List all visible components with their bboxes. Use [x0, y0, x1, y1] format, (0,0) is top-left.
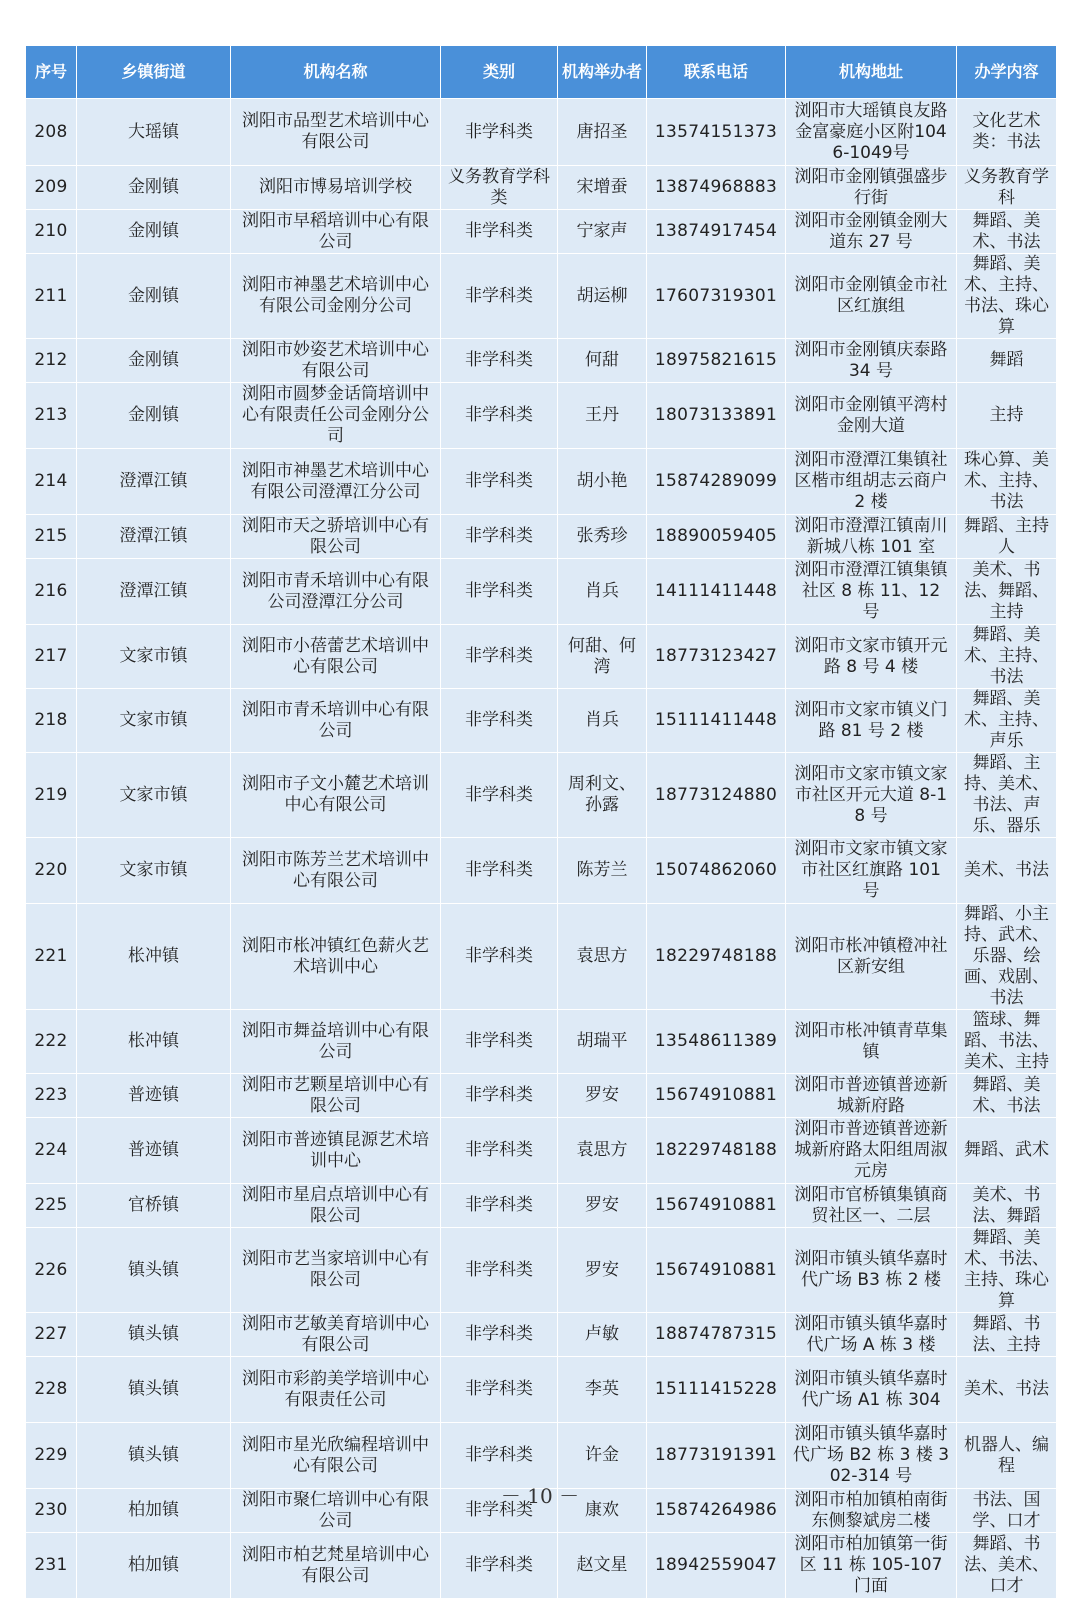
- cell-town: 金刚镇: [77, 166, 231, 210]
- cell-category: 非学科类: [441, 383, 558, 449]
- cell-organizer: 何甜: [558, 339, 647, 383]
- table-row: [26, 1228, 1057, 1313]
- table-row: [26, 254, 1057, 339]
- cell-category: 非学科类: [441, 559, 558, 625]
- cell-phone: 13874968883: [647, 166, 786, 210]
- cell-org-name: 浏阳市子文小麓艺术培训中心有限公司: [231, 753, 441, 838]
- cell-address: 浏阳市普迹镇普迹新城新府路: [786, 1074, 957, 1118]
- cell-content: 义务教育学科: [957, 166, 1057, 210]
- table-body: [26, 99, 1057, 1599]
- cell-content: 美术、书法: [957, 1357, 1057, 1423]
- cell-town: 普迹镇: [77, 1118, 231, 1184]
- cell-index: 226: [26, 1228, 77, 1313]
- cell-category: 非学科类: [441, 1313, 558, 1357]
- table-row: [26, 1010, 1057, 1074]
- table-row: [26, 1118, 1057, 1184]
- cell-category: 非学科类: [441, 1357, 558, 1423]
- cell-town: 文家市镇: [77, 689, 231, 753]
- cell-phone: 15111411448: [647, 689, 786, 753]
- cell-phone: 15874289099: [647, 449, 786, 515]
- col-header-index: 序号: [26, 46, 77, 99]
- cell-content: 舞蹈、书法、主持: [957, 1313, 1057, 1357]
- cell-category: 非学科类: [441, 339, 558, 383]
- cell-index: 230: [26, 1489, 77, 1533]
- cell-index: 210: [26, 210, 77, 254]
- cell-index: 225: [26, 1184, 77, 1228]
- table-row: [26, 210, 1057, 254]
- cell-phone: 15674910881: [647, 1228, 786, 1313]
- cell-town: 金刚镇: [77, 383, 231, 449]
- cell-index: 221: [26, 904, 77, 1010]
- cell-org-name: 浏阳市天之骄培训中心有限公司: [231, 515, 441, 559]
- cell-town: 枨冲镇: [77, 904, 231, 1010]
- cell-phone: 18874787315: [647, 1313, 786, 1357]
- cell-address: 浏阳市柏加镇第一街区 11 栋 105-107 门面: [786, 1533, 957, 1599]
- cell-index: 211: [26, 254, 77, 339]
- cell-org-name: 浏阳市小蓓蕾艺术培训中心有限公司: [231, 625, 441, 689]
- cell-organizer: 赵文星: [558, 1533, 647, 1599]
- cell-organizer: 许金: [558, 1423, 647, 1489]
- cell-phone: 18773123427: [647, 625, 786, 689]
- cell-organizer: 王丹: [558, 383, 647, 449]
- table-row: [26, 515, 1057, 559]
- cell-town: 镇头镇: [77, 1423, 231, 1489]
- cell-phone: 18773124880: [647, 753, 786, 838]
- cell-organizer: 康欢: [558, 1489, 647, 1533]
- cell-address: 浏阳市金刚镇平湾村金刚大道: [786, 383, 957, 449]
- cell-index: 215: [26, 515, 77, 559]
- cell-town: 澄潭江镇: [77, 515, 231, 559]
- cell-category: 非学科类: [441, 1423, 558, 1489]
- cell-address: 浏阳市文家市镇义门路 81 号 2 楼: [786, 689, 957, 753]
- cell-index: 222: [26, 1010, 77, 1074]
- cell-organizer: 胡瑞平: [558, 1010, 647, 1074]
- cell-town: 澄潭江镇: [77, 449, 231, 515]
- cell-phone: 18229748188: [647, 1118, 786, 1184]
- cell-org-name: 浏阳市博易培训学校: [231, 166, 441, 210]
- cell-address: 浏阳市澄潭江镇集镇社区 8 栋 11、12 号: [786, 559, 957, 625]
- cell-address: 浏阳市镇头镇华嘉时代广场 B3 栋 2 楼: [786, 1228, 957, 1313]
- cell-org-name: 浏阳市圆梦金话筒培训中心有限责任公司金刚分公司: [231, 383, 441, 449]
- cell-org-name: 浏阳市星启点培训中心有限公司: [231, 1184, 441, 1228]
- cell-index: 212: [26, 339, 77, 383]
- cell-category: 非学科类: [441, 1228, 558, 1313]
- cell-phone: 13548611389: [647, 1010, 786, 1074]
- cell-content: 篮球、舞蹈、书法、美术、主持: [957, 1010, 1057, 1074]
- cell-town: 镇头镇: [77, 1357, 231, 1423]
- cell-index: 220: [26, 838, 77, 904]
- cell-phone: 14111411448: [647, 559, 786, 625]
- col-header-content: 办学内容: [957, 46, 1057, 99]
- table-row: [26, 753, 1057, 838]
- cell-organizer: 何甜、何湾: [558, 625, 647, 689]
- cell-category: 非学科类: [441, 904, 558, 1010]
- cell-category: 非学科类: [441, 1533, 558, 1599]
- cell-content: 珠心算、美术、主持、书法: [957, 449, 1057, 515]
- cell-address: 浏阳市大瑶镇良友路金富豪庭小区附1046-1049号: [786, 99, 957, 166]
- cell-address: 浏阳市金刚镇强盛步行街: [786, 166, 957, 210]
- cell-town: 澄潭江镇: [77, 559, 231, 625]
- cell-organizer: 袁思方: [558, 904, 647, 1010]
- cell-address: 浏阳市镇头镇华嘉时代广场 A1 栋 304: [786, 1357, 957, 1423]
- cell-content: 舞蹈: [957, 339, 1057, 383]
- cell-phone: 17607319301: [647, 254, 786, 339]
- cell-category: 非学科类: [441, 515, 558, 559]
- cell-phone: 13874917454: [647, 210, 786, 254]
- cell-organizer: 罗安: [558, 1074, 647, 1118]
- cell-org-name: 浏阳市早稻培训中心有限公司: [231, 210, 441, 254]
- cell-org-name: 浏阳市妙姿艺术培训中心有限公司: [231, 339, 441, 383]
- cell-index: 229: [26, 1423, 77, 1489]
- cell-phone: 18073133891: [647, 383, 786, 449]
- table-row: [26, 166, 1057, 210]
- cell-content: 美术、书法: [957, 838, 1057, 904]
- cell-content: 舞蹈、美术、主持、书法: [957, 625, 1057, 689]
- cell-category: 非学科类: [441, 1489, 558, 1533]
- cell-org-name: 浏阳市舞益培训中心有限公司: [231, 1010, 441, 1074]
- cell-organizer: 袁思方: [558, 1118, 647, 1184]
- header-row: [26, 46, 1057, 99]
- cell-address: 浏阳市文家市镇文家市社区红旗路 101 号: [786, 838, 957, 904]
- table-row: [26, 1074, 1057, 1118]
- table-row: [26, 99, 1057, 166]
- table-row: [26, 449, 1057, 515]
- cell-town: 镇头镇: [77, 1228, 231, 1313]
- cell-category: 非学科类: [441, 210, 558, 254]
- cell-index: 228: [26, 1357, 77, 1423]
- cell-org-name: 浏阳市彩韵美学培训中心有限责任公司: [231, 1357, 441, 1423]
- cell-org-name: 浏阳市神墨艺术培训中心有限公司澄潭江分公司: [231, 449, 441, 515]
- cell-organizer: 李英: [558, 1357, 647, 1423]
- cell-phone: 15674910881: [647, 1074, 786, 1118]
- cell-org-name: 浏阳市艺当家培训中心有限公司: [231, 1228, 441, 1313]
- cell-address: 浏阳市镇头镇华嘉时代广场 B2 栋 3 楼 302-314 号: [786, 1423, 957, 1489]
- cell-index: 219: [26, 753, 77, 838]
- cell-content: 书法、国学、口才: [957, 1489, 1057, 1533]
- col-header-organizer: 机构举办者: [558, 46, 647, 99]
- table-row: [26, 689, 1057, 753]
- cell-content: 舞蹈、美术、主持、书法、珠心算: [957, 254, 1057, 339]
- cell-address: 浏阳市文家市镇开元路 8 号 4 楼: [786, 625, 957, 689]
- cell-content: 文化艺术类：书法: [957, 99, 1057, 166]
- cell-category: 非学科类: [441, 1010, 558, 1074]
- cell-content: 舞蹈、书法、美术、口才: [957, 1533, 1057, 1599]
- cell-town: 镇头镇: [77, 1313, 231, 1357]
- table-row: [26, 625, 1057, 689]
- cell-address: 浏阳市澄潭江集镇社区楷市组胡志云商户 2 楼: [786, 449, 957, 515]
- cell-org-name: 浏阳市艺敏美育培训中心有限公司: [231, 1313, 441, 1357]
- cell-org-name: 浏阳市青禾培训中心有限公司澄潭江分公司: [231, 559, 441, 625]
- table-row: [26, 1313, 1057, 1357]
- cell-org-name: 浏阳市枨冲镇红色薪火艺术培训中心: [231, 904, 441, 1010]
- table-row: [26, 383, 1057, 449]
- page-number: － 10 －: [500, 1484, 580, 1508]
- table-row: [26, 838, 1057, 904]
- cell-index: 223: [26, 1074, 77, 1118]
- table-row: [26, 1533, 1057, 1599]
- cell-organizer: 唐招圣: [558, 99, 647, 166]
- cell-phone: 18890059405: [647, 515, 786, 559]
- cell-address: 浏阳市金刚镇金刚大道东 27 号: [786, 210, 957, 254]
- cell-org-name: 浏阳市星光欣编程培训中心有限公司: [231, 1423, 441, 1489]
- cell-index: 231: [26, 1533, 77, 1599]
- cell-organizer: 肖兵: [558, 689, 647, 753]
- cell-org-name: 浏阳市陈芳兰艺术培训中心有限公司: [231, 838, 441, 904]
- cell-content: 美术、书法、舞蹈: [957, 1184, 1057, 1228]
- cell-org-name: 浏阳市品型艺术培训中心有限公司: [231, 99, 441, 166]
- table-row: [26, 1357, 1057, 1423]
- cell-address: 浏阳市镇头镇华嘉时代广场 A 栋 3 楼: [786, 1313, 957, 1357]
- cell-phone: 15874264986: [647, 1489, 786, 1533]
- cell-town: 大瑶镇: [77, 99, 231, 166]
- cell-town: 金刚镇: [77, 339, 231, 383]
- cell-organizer: 罗安: [558, 1228, 647, 1313]
- cell-address: 浏阳市金刚镇庆泰路 34 号: [786, 339, 957, 383]
- cell-content: 美术、书法、舞蹈、主持: [957, 559, 1057, 625]
- cell-phone: 18942559047: [647, 1533, 786, 1599]
- cell-org-name: 浏阳市神墨艺术培训中心有限公司金刚分公司: [231, 254, 441, 339]
- table-row: [26, 559, 1057, 625]
- cell-organizer: 胡小艳: [558, 449, 647, 515]
- cell-address: 浏阳市枨冲镇青草集镇: [786, 1010, 957, 1074]
- cell-town: 官桥镇: [77, 1184, 231, 1228]
- cell-content: 舞蹈、主持人: [957, 515, 1057, 559]
- cell-town: 柏加镇: [77, 1533, 231, 1599]
- cell-phone: 18773191391: [647, 1423, 786, 1489]
- cell-organizer: 肖兵: [558, 559, 647, 625]
- cell-phone: 15674910881: [647, 1184, 786, 1228]
- cell-index: 209: [26, 166, 77, 210]
- cell-town: 普迹镇: [77, 1074, 231, 1118]
- cell-category: 非学科类: [441, 625, 558, 689]
- cell-org-name: 浏阳市聚仁培训中心有限公司: [231, 1489, 441, 1533]
- cell-organizer: 宁家声: [558, 210, 647, 254]
- cell-index: 213: [26, 383, 77, 449]
- cell-organizer: 陈芳兰: [558, 838, 647, 904]
- cell-phone: 15111415228: [647, 1357, 786, 1423]
- cell-index: 218: [26, 689, 77, 753]
- cell-address: 浏阳市普迹镇普迹新城新府路太阳组周淑元房: [786, 1118, 957, 1184]
- cell-town: 柏加镇: [77, 1489, 231, 1533]
- cell-town: 金刚镇: [77, 254, 231, 339]
- cell-org-name: 浏阳市普迹镇昆源艺术培训中心: [231, 1118, 441, 1184]
- cell-town: 金刚镇: [77, 210, 231, 254]
- cell-content: 舞蹈、美术、主持、声乐: [957, 689, 1057, 753]
- cell-category: 非学科类: [441, 1118, 558, 1184]
- cell-content: 舞蹈、美术、书法、主持、珠心算: [957, 1228, 1057, 1313]
- table-row: [26, 904, 1057, 1010]
- cell-organizer: 卢敏: [558, 1313, 647, 1357]
- col-header-org-name: 机构名称: [231, 46, 441, 99]
- cell-content: 舞蹈、美术、书法: [957, 210, 1057, 254]
- cell-town: 文家市镇: [77, 625, 231, 689]
- cell-content: 机器人、编程: [957, 1423, 1057, 1489]
- cell-phone: 15074862060: [647, 838, 786, 904]
- cell-index: 214: [26, 449, 77, 515]
- cell-phone: 18229748188: [647, 904, 786, 1010]
- cell-category: 义务教育学科类: [441, 166, 558, 210]
- cell-content: 舞蹈、小主持、武术、乐器、绘画、戏剧、书法: [957, 904, 1057, 1010]
- table-row: [26, 1184, 1057, 1228]
- col-header-address: 机构地址: [786, 46, 957, 99]
- col-header-phone: 联系电话: [647, 46, 786, 99]
- cell-content: 舞蹈、武术: [957, 1118, 1057, 1184]
- col-header-category: 类别: [441, 46, 558, 99]
- cell-category: 非学科类: [441, 1074, 558, 1118]
- cell-organizer: 张秀珍: [558, 515, 647, 559]
- cell-index: 217: [26, 625, 77, 689]
- cell-org-name: 浏阳市艺颗星培训中心有限公司: [231, 1074, 441, 1118]
- cell-org-name: 浏阳市青禾培训中心有限公司: [231, 689, 441, 753]
- cell-category: 非学科类: [441, 689, 558, 753]
- cell-category: 非学科类: [441, 1184, 558, 1228]
- col-header-town: 乡镇街道: [77, 46, 231, 99]
- cell-category: 非学科类: [441, 753, 558, 838]
- cell-organizer: 胡运柳: [558, 254, 647, 339]
- cell-address: 浏阳市柏加镇柏南街东侧黎斌房二楼: [786, 1489, 957, 1533]
- cell-category: 非学科类: [441, 838, 558, 904]
- cell-address: 浏阳市金刚镇金市社区红旗组: [786, 254, 957, 339]
- table-row: [26, 1423, 1057, 1489]
- cell-phone: 13574151373: [647, 99, 786, 166]
- cell-organizer: 宋增蚕: [558, 166, 647, 210]
- cell-index: 227: [26, 1313, 77, 1357]
- cell-category: 非学科类: [441, 99, 558, 166]
- cell-content: 主持: [957, 383, 1057, 449]
- cell-index: 216: [26, 559, 77, 625]
- cell-content: 舞蹈、主持、美术、书法、声乐、器乐: [957, 753, 1057, 838]
- cell-organizer: 罗安: [558, 1184, 647, 1228]
- cell-org-name: 浏阳市柏艺梵星培训中心有限公司: [231, 1533, 441, 1599]
- cell-address: 浏阳市文家市镇文家市社区开元大道 8-18 号: [786, 753, 957, 838]
- cell-category: 非学科类: [441, 254, 558, 339]
- cell-town: 枨冲镇: [77, 1010, 231, 1074]
- cell-address: 浏阳市澄潭江镇南川新城八栋 101 室: [786, 515, 957, 559]
- cell-index: 224: [26, 1118, 77, 1184]
- cell-organizer: 周利文、孙露: [558, 753, 647, 838]
- cell-town: 文家市镇: [77, 838, 231, 904]
- cell-category: 非学科类: [441, 449, 558, 515]
- cell-address: 浏阳市枨冲镇橙冲社区新安组: [786, 904, 957, 1010]
- institution-table: [25, 45, 1057, 1599]
- cell-town: 文家市镇: [77, 753, 231, 838]
- table-row: [26, 339, 1057, 383]
- cell-address: 浏阳市官桥镇集镇商贸社区一、二层: [786, 1184, 957, 1228]
- cell-content: 舞蹈、美术、书法: [957, 1074, 1057, 1118]
- cell-index: 208: [26, 99, 77, 166]
- cell-phone: 18975821615: [647, 339, 786, 383]
